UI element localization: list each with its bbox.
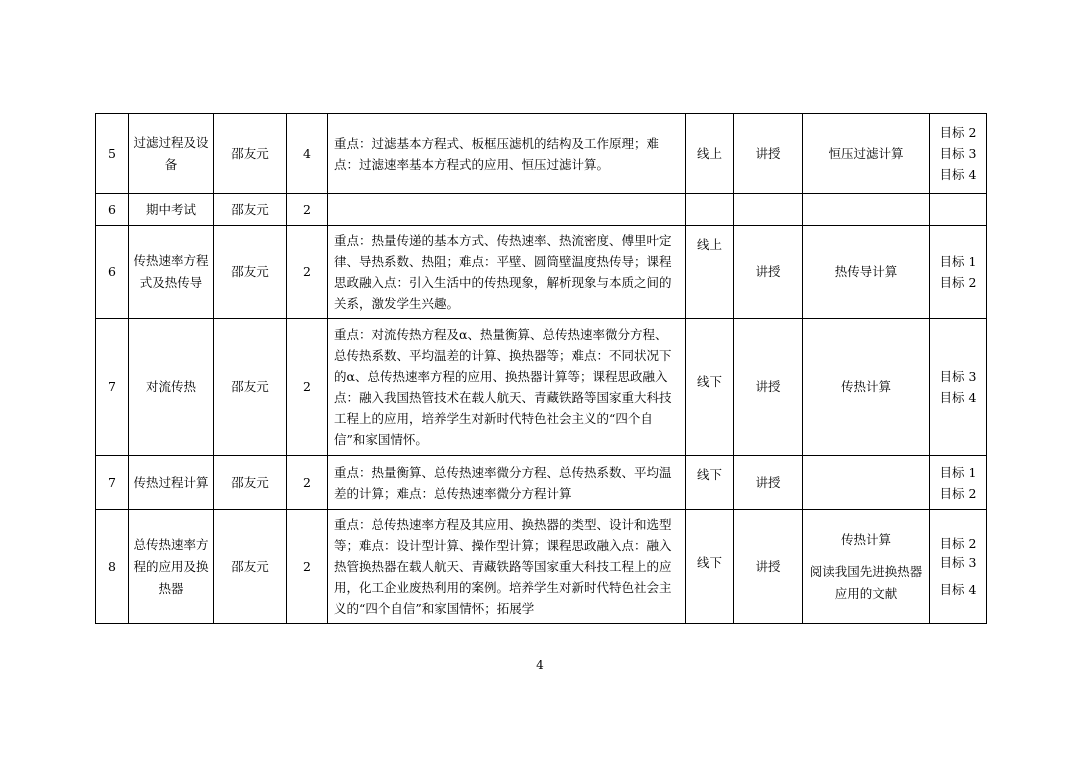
goals-cell [930,194,987,226]
goals-cell [930,114,987,194]
course-schedule-table [95,113,987,624]
topic-cell: 过滤过程及设备 [129,114,214,194]
goal-label: 目标 2 [939,485,977,501]
method-cell: 讲授 [734,456,803,510]
content-cell: 重点：对流传热方程及α、热量衡算、总传热速率微分方程、总传热系数、平均温差的计算、换热器等；难点：不同状况下的α、总传热速率方程的应用、换热器计算等；课程思政融入点：融入我国热管技术在载人航天、青藏铁路等国家重大科技工程上的应用，培养学生对新时代特色社会主义的“四个自信”和家国情怀。 [328,319,686,456]
goals-cell [930,456,987,510]
goal-label: 目标 3 [939,369,977,384]
seq-cell: 7 [96,456,129,510]
hours-cell: 2 [287,226,328,319]
goals-cell [930,510,987,624]
goal-label: 目标 2 [939,275,977,290]
teacher-cell: 邵友元 [214,114,287,194]
page-number: 4 [536,658,544,672]
mode-cell: 线下 [686,510,734,624]
assignment-cell [803,114,930,194]
method-cell: 讲授 [734,114,803,194]
goal-label: 目标 1 [939,464,977,480]
hours-cell: 2 [287,510,328,624]
topic-cell: 对流传热 [129,319,214,456]
assignment-text: 恒压过滤计算 [828,145,904,161]
content-cell [328,194,686,226]
goal-label: 目标 2 [939,536,977,551]
seq-cell: 7 [96,319,129,456]
table-row [96,319,987,456]
goal-label: 目标 3 [939,555,977,570]
topic-cell: 传热速率方程式及热传导 [129,226,214,319]
mode-cell: 线下 [686,456,734,510]
teacher-cell: 邵友元 [214,510,287,624]
goal-label: 目标 4 [939,582,977,597]
assignment-text: 传热计算 [840,379,891,394]
hours-cell: 4 [287,114,328,194]
goal-label: 目标 1 [939,254,977,269]
goal-label: 目标 3 [939,146,977,161]
table-row [96,194,987,226]
content-cell: 重点：热量衡算、总传热速率微分方程、总传热系数、平均温差的计算；难点：总传热速率微分方程计算 [328,456,686,510]
goal-label: 目标 4 [939,167,977,182]
content-cell: 重点：总传热速率方程及其应用、换热器的类型、设计和选型等；难点：设计型计算、操作型计算；课程思政融入点：融入热管换热器在载人航天、青藏铁路等国家重大科技工程上的应用，化工企业废热利用的案例。培养学生对新时代特色社会主义的“四个自信”和家国情怀；拓展学 [328,510,686,624]
seq-cell: 6 [96,226,129,319]
topic-cell: 传热过程计算 [129,456,214,510]
assignment-text: 热传导计算 [834,264,898,279]
table-row [96,226,987,319]
table-row [96,510,987,624]
mode-cell: 线上 [686,114,734,194]
seq-cell: 5 [96,114,129,194]
teacher-cell: 邵友元 [214,319,287,456]
teacher-cell: 邵友元 [214,456,287,510]
assignment-cell [803,319,930,456]
method-cell [734,194,803,226]
content-cell: 重点：过滤基本方程式、板框压滤机的结构及工作原理；难点：过滤速率基本方程式的应用、恒压过滤计算。 [328,114,686,194]
table-row [96,114,987,194]
mode-cell: 线下 [686,319,734,456]
method-cell: 讲授 [734,226,803,319]
topic-cell: 期中考试 [129,194,214,226]
hours-cell: 2 [287,456,328,510]
assignment-cell [803,510,930,624]
hours-cell: 2 [287,194,328,226]
assignment-text: 传热计算 [840,531,891,547]
mode-cell [686,194,734,226]
table-row [96,456,987,510]
goals-cell [930,319,987,456]
seq-cell: 6 [96,194,129,226]
assignment-cell [803,194,930,226]
goal-label: 目标 2 [939,125,977,140]
goals-cell [930,226,987,319]
teacher-cell: 邵友元 [214,226,287,319]
assignment-text: 阅读我国先进换热器应用的文献 [809,563,923,601]
method-cell: 讲授 [734,319,803,456]
mode-cell: 线上 [686,226,734,319]
hours-cell: 2 [287,319,328,456]
assignment-cell [803,226,930,319]
seq-cell: 8 [96,510,129,624]
assignment-cell [803,456,930,510]
topic-cell: 总传热速率方程的应用及换热器 [129,510,214,624]
method-cell: 讲授 [734,510,803,624]
goal-label: 目标 4 [939,390,977,405]
content-cell: 重点：热量传递的基本方式、传热速率、热流密度、傅里叶定律、导热系数、热阻；难点：平壁、圆筒壁温度热传导；课程思政融入点：引入生活中的传热现象，解析现象与本质之间的关系，激发学生兴趣。 [328,226,686,319]
teacher-cell: 邵友元 [214,194,287,226]
